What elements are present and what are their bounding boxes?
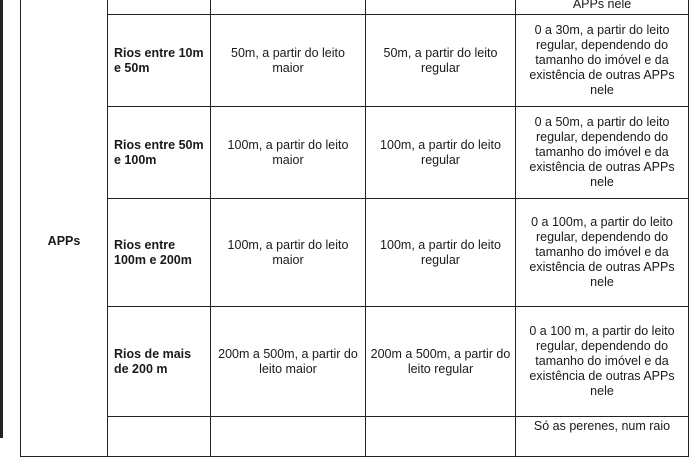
table-cell — [516, 417, 689, 457]
table-cell — [108, 0, 211, 15]
cell-new-rule: 0 a 30m, a partir do leito regular, dependendo do tamanho do imóvel e da existência de outras APPs nele — [516, 15, 689, 107]
cell-leito-maior: 50m, a partir do leito maior — [211, 15, 366, 107]
table-row-partial-top — [21, 0, 689, 15]
cell-text: APPs nele — [572, 0, 632, 11]
table-cell — [366, 0, 516, 15]
table-row — [21, 15, 689, 107]
cell-new-rule: 0 a 100 m, a partir do leito regular, dependendo do tamanho do imóvel e da existência de outras APPs nele — [516, 307, 689, 417]
row-category: Rios entre 100m e 200m — [108, 199, 211, 307]
table-row — [21, 307, 689, 417]
app-comparison-table-container — [20, 0, 688, 457]
cell-new-rule: 0 a 100m, a partir do leito regular, dependendo do tamanho do imóvel e da existência de outras APPs nele — [516, 199, 689, 307]
table-cell — [366, 417, 516, 457]
row-category: Rios de mais de 200 m — [108, 307, 211, 417]
cell-leito-maior: 100m, a partir do leito maior — [211, 199, 366, 307]
group-label: APPs — [47, 234, 81, 248]
cell-leito-regular: 50m, a partir do leito regular — [366, 15, 516, 107]
table-cell — [211, 417, 366, 457]
cell-leito-regular: 200m a 500m, a partir do leito regular — [366, 307, 516, 417]
table-row — [21, 199, 689, 307]
group-label-cell — [21, 0, 108, 457]
app-comparison-table — [20, 0, 689, 457]
table-row — [21, 107, 689, 199]
cell-leito-regular: 100m, a partir do leito regular — [366, 199, 516, 307]
table-row-partial-bottom — [21, 417, 689, 457]
cell-text: Só as perenes, num raio — [533, 419, 671, 433]
cell-leito-regular: 100m, a partir do leito regular — [366, 107, 516, 199]
table-cell — [108, 417, 211, 457]
row-category: Rios entre 10m e 50m — [108, 15, 211, 107]
cell-leito-maior: 200m a 500m, a partir do leito maior — [211, 307, 366, 417]
table-cell — [211, 0, 366, 15]
cell-leito-maior: 100m, a partir do leito maior — [211, 107, 366, 199]
row-category: Rios entre 50m e 100m — [108, 107, 211, 199]
cell-new-rule: 0 a 50m, a partir do leito regular, dependendo do tamanho do imóvel e da existência de outras APPs nele — [516, 107, 689, 199]
page-left-border — [0, 0, 3, 438]
table-cell — [516, 0, 689, 15]
